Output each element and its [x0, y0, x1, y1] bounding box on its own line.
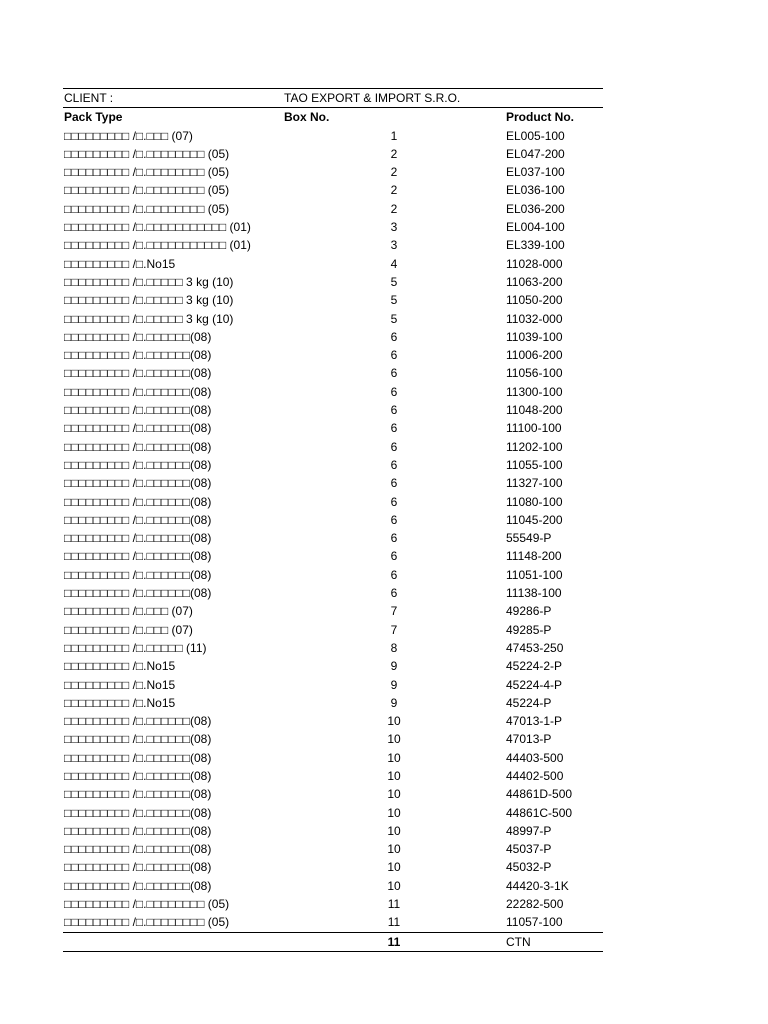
pack-type-cell: □□□□□□□□□ /□.□□□□□□□□ (05)	[64, 183, 230, 198]
pack-type-cell: □□□□□□□□□ /□.No15	[64, 695, 176, 710]
pack-type-cell: □□□□□□□□□ /□.□□□□□□(08)	[64, 403, 212, 418]
product-no-cell: 11300-100	[506, 384, 563, 399]
pack-type-cell: □□□□□□□□□ /□.□□□□□□(08)	[64, 531, 212, 546]
box-no-cell: 7	[390, 604, 398, 619]
bottom-rule	[63, 951, 603, 952]
box-no-cell: 6	[390, 366, 398, 381]
pack-type-cell: □□□□□□□□□ /□.□□□ (07)	[64, 604, 193, 619]
product-no-cell: 11327-100	[506, 476, 563, 491]
box-no-cell: 4	[390, 256, 398, 271]
box-no-cell: 5	[390, 293, 398, 308]
pack-type-cell: □□□□□□□□□ /□.□□□□□□(08)	[64, 860, 212, 875]
box-no-cell: 6	[390, 421, 398, 436]
product-no-cell: 44402-500	[506, 768, 564, 783]
pack-type-cell: □□□□□□□□□ /□.□□□□□□(08)	[64, 494, 212, 509]
product-no-cell: EL036-200	[506, 201, 565, 216]
box-no-cell: 6	[390, 549, 398, 564]
product-no-cell: EL339-100	[506, 238, 565, 253]
table-row	[63, 145, 603, 163]
pack-type-cell: □□□□□□□□□ /□.□□□□□□(08)	[64, 512, 212, 527]
box-no-cell: 6	[390, 512, 398, 527]
table-row	[63, 767, 603, 785]
pack-type-cell: □□□□□□□□□ /□.□□□□□□(08)	[64, 439, 212, 454]
table-row	[63, 383, 603, 401]
product-no-cell: 44861C-500	[506, 805, 573, 820]
box-no-cell: 5	[390, 274, 398, 289]
pack-type-cell: □□□□□□□□□ /□.□□□□□□(08)	[64, 805, 212, 820]
pack-type-cell: □□□□□□□□□ /□.□□□□□□(08)	[64, 878, 212, 893]
pack-type-cell: □□□□□□□□□ /□.□□□□□□□□□□□ (01)	[64, 220, 251, 235]
product-no-cell: 11063-200	[506, 274, 563, 289]
table-row	[63, 273, 603, 291]
table-row	[63, 785, 603, 803]
box-no-cell: 9	[390, 659, 398, 674]
table-row	[63, 621, 603, 639]
box-no-cell: 10	[387, 842, 401, 857]
table-row	[63, 474, 603, 492]
table-row	[63, 584, 603, 602]
box-no-cell: 6	[390, 348, 398, 363]
table-row	[63, 200, 603, 218]
product-no-cell: 45224-P	[506, 695, 552, 710]
box-no-cell: 3	[390, 220, 398, 235]
product-no-cell: 45224-2-P	[506, 659, 563, 674]
table-row	[63, 840, 603, 858]
table-row	[63, 163, 603, 181]
pack-type-cell: □□□□□□□□□ /□.□□□□□□(08)	[64, 457, 212, 472]
product-no-cell: 45032-P	[506, 860, 552, 875]
table-row	[63, 438, 603, 456]
box-no-cell: 10	[387, 732, 401, 747]
pack-type-cell: □□□□□□□□□ /□.□□□□□ 3 kg (10)	[64, 293, 234, 308]
pack-type-cell: □□□□□□□□□ /□.□□□□□□□□ (05)	[64, 897, 230, 912]
product-no-cell: 44403-500	[506, 750, 564, 765]
pack-type-cell: □□□□□□□□□ /□.□□□□□□□□□□□ (01)	[64, 238, 251, 253]
client-label: CLIENT :	[64, 91, 114, 105]
table-row	[63, 547, 603, 565]
box-no-cell: 6	[390, 586, 398, 601]
product-no-cell: 47013-P	[506, 732, 552, 747]
pack-type-header: Pack Type	[64, 110, 123, 125]
pack-type-cell: □□□□□□□□□ /□.□□□□□□(08)	[64, 750, 212, 765]
product-no-cell: 55549-P	[506, 531, 552, 546]
table-row	[63, 493, 603, 511]
product-no-cell: 11039-100	[506, 329, 563, 344]
column-header-row	[63, 108, 603, 126]
pack-type-cell: □□□□□□□□□ /□.□□□□□□(08)	[64, 768, 212, 783]
pack-type-cell: □□□□□□□□□ /□.No15	[64, 677, 176, 692]
product-no-cell: 11138-100	[506, 586, 562, 601]
pack-type-cell: □□□□□□□□□ /□.□□□□□□(08)	[64, 348, 212, 363]
box-no-cell: 11	[387, 915, 401, 930]
table-row	[63, 310, 603, 328]
table-row	[63, 858, 603, 876]
box-no-cell: 6	[390, 329, 398, 344]
table-row	[63, 364, 603, 382]
product-no-cell: EL005-100	[506, 128, 565, 143]
box-no-cell: 6	[390, 476, 398, 491]
pack-type-cell: □□□□□□□□□ /□.□□□□□□(08)	[64, 842, 212, 857]
box-no-cell: 2	[390, 165, 398, 180]
pack-type-cell: □□□□□□□□□ /□.□□□□□□□□ (05)	[64, 915, 230, 930]
box-no-cell: 3	[390, 238, 398, 253]
pack-type-cell: □□□□□□□□□ /□.□□□□□□□□ (05)	[64, 201, 230, 216]
table-row	[63, 401, 603, 419]
product-no-cell: 45224-4-P	[506, 677, 563, 692]
pack-type-cell: □□□□□□□□□ /□.□□□□□□(08)	[64, 549, 212, 564]
pack-type-cell: □□□□□□□□□ /□.□□□□□ 3 kg (10)	[64, 311, 234, 326]
table-row	[63, 236, 603, 254]
table-row	[63, 419, 603, 437]
pack-type-cell: □□□□□□□□□ /□.□□□□□□(08)	[64, 567, 212, 582]
total-boxes: 11	[387, 934, 401, 949]
pack-type-cell: □□□□□□□□□ /□.□□□□□ (11)	[64, 640, 207, 655]
client-name: TAO EXPORT & IMPORT S.R.O.	[284, 91, 461, 105]
table-row	[63, 346, 603, 364]
product-no-cell: 11032-000	[506, 311, 563, 326]
pack-type-cell: □□□□□□□□□ /□.□□□□□□(08)	[64, 329, 212, 344]
pack-type-cell: □□□□□□□□□ /□.□□□ (07)	[64, 128, 193, 143]
table-row	[63, 529, 603, 547]
box-no-cell: 6	[390, 531, 398, 546]
pack-type-cell: □□□□□□□□□ /□.□□□□□□(08)	[64, 787, 212, 802]
packing-list-sheet	[63, 88, 603, 952]
product-no-cell: 11057-100	[506, 915, 563, 930]
product-no-cell: EL004-100	[506, 220, 565, 235]
box-no-cell: 10	[387, 750, 401, 765]
box-no-cell: 6	[390, 439, 398, 454]
pack-type-cell: □□□□□□□□□ /□.□□□□□□□□ (05)	[64, 165, 230, 180]
box-no-cell: 10	[387, 714, 401, 729]
table-row	[63, 877, 603, 895]
pack-type-cell: □□□□□□□□□ /□.□□□□□□(08)	[64, 366, 212, 381]
pack-type-cell: □□□□□□□□□ /□.□□□□□□(08)	[64, 823, 212, 838]
product-no-cell: 22282-500	[506, 897, 564, 912]
product-no-cell: 11148-200	[506, 549, 562, 564]
box-no-cell: 10	[387, 787, 401, 802]
box-no-cell: 6	[390, 384, 398, 399]
product-no-cell: 11100-100	[506, 421, 562, 436]
client-row	[63, 89, 603, 107]
table-row	[63, 511, 603, 529]
pack-type-cell: □□□□□□□□□ /□.□□□ (07)	[64, 622, 193, 637]
box-no-cell: 8	[390, 640, 398, 655]
product-no-cell: 11080-100	[506, 494, 563, 509]
total-unit: CTN	[506, 934, 531, 949]
pack-type-cell: □□□□□□□□□ /□.□□□□□ 3 kg (10)	[64, 274, 234, 289]
product-no-cell: EL047-200	[506, 146, 565, 161]
table-row	[63, 127, 603, 145]
box-no-cell: 10	[387, 805, 401, 820]
product-no-cell: 11056-100	[506, 366, 563, 381]
box-no-cell: 7	[390, 622, 398, 637]
product-no-cell: 11006-200	[506, 348, 563, 363]
box-no-cell: 10	[387, 768, 401, 783]
table-row	[63, 712, 603, 730]
product-no-header: Product No.	[506, 110, 574, 125]
table-row	[63, 694, 603, 712]
box-no-cell: 2	[390, 146, 398, 161]
table-row	[63, 676, 603, 694]
table-row	[63, 804, 603, 822]
table-row	[63, 328, 603, 346]
pack-type-cell: □□□□□□□□□ /□.□□□□□□(08)	[64, 714, 212, 729]
box-no-cell: 2	[390, 183, 398, 198]
pack-type-cell: □□□□□□□□□ /□.□□□□□□□□ (05)	[64, 146, 230, 161]
table-row	[63, 657, 603, 675]
pack-type-cell: □□□□□□□□□ /□.□□□□□□(08)	[64, 384, 212, 399]
box-no-cell: 6	[390, 494, 398, 509]
product-no-cell: 11048-200	[506, 403, 563, 418]
product-no-cell: 11055-100	[506, 457, 563, 472]
box-no-cell: 5	[390, 311, 398, 326]
product-no-cell: 11202-100	[506, 439, 563, 454]
packing-rows	[63, 127, 603, 932]
pack-type-cell: □□□□□□□□□ /□.No15	[64, 256, 176, 271]
table-row	[63, 913, 603, 931]
product-no-cell: 47013-1-P	[506, 714, 563, 729]
pack-type-cell: □□□□□□□□□ /□.□□□□□□(08)	[64, 732, 212, 747]
box-no-cell: 10	[387, 878, 401, 893]
product-no-cell: 44861D-500	[506, 787, 573, 802]
product-no-cell: 47453-250	[506, 640, 564, 655]
box-no-header: Box No.	[284, 110, 330, 125]
product-no-cell: 11051-100	[506, 567, 563, 582]
product-no-cell: 11045-200	[506, 512, 563, 527]
box-no-cell: 6	[390, 567, 398, 582]
box-no-cell: 6	[390, 457, 398, 472]
box-no-cell: 1	[390, 128, 398, 143]
total-row	[63, 933, 603, 951]
box-no-cell: 11	[387, 897, 401, 912]
box-no-cell: 9	[390, 677, 398, 692]
box-no-cell: 9	[390, 695, 398, 710]
box-no-cell: 2	[390, 201, 398, 216]
table-row	[63, 639, 603, 657]
box-no-cell: 10	[387, 823, 401, 838]
table-row	[63, 218, 603, 236]
pack-type-cell: □□□□□□□□□ /□.□□□□□□(08)	[64, 476, 212, 491]
product-no-cell: 45037-P	[506, 842, 552, 857]
pack-type-cell: □□□□□□□□□ /□.□□□□□□(08)	[64, 421, 212, 436]
box-no-cell: 6	[390, 403, 398, 418]
table-row	[63, 602, 603, 620]
product-no-cell: EL036-100	[506, 183, 565, 198]
product-no-cell: 44420-3-1K	[506, 878, 569, 893]
product-no-cell: 49286-P	[506, 604, 552, 619]
product-no-cell: EL037-100	[506, 165, 565, 180]
table-row	[63, 456, 603, 474]
product-no-cell: 49285-P	[506, 622, 552, 637]
table-row	[63, 255, 603, 273]
pack-type-cell: □□□□□□□□□ /□.□□□□□□(08)	[64, 586, 212, 601]
box-no-cell: 10	[387, 860, 401, 875]
product-no-cell: 48997-P	[506, 823, 552, 838]
table-row	[63, 291, 603, 309]
pack-type-cell: □□□□□□□□□ /□.No15	[64, 659, 176, 674]
table-row	[63, 566, 603, 584]
table-row	[63, 749, 603, 767]
product-no-cell: 11028-000	[506, 256, 563, 271]
table-row	[63, 822, 603, 840]
table-row	[63, 895, 603, 913]
table-row	[63, 730, 603, 748]
table-row	[63, 181, 603, 199]
product-no-cell: 11050-200	[506, 293, 563, 308]
